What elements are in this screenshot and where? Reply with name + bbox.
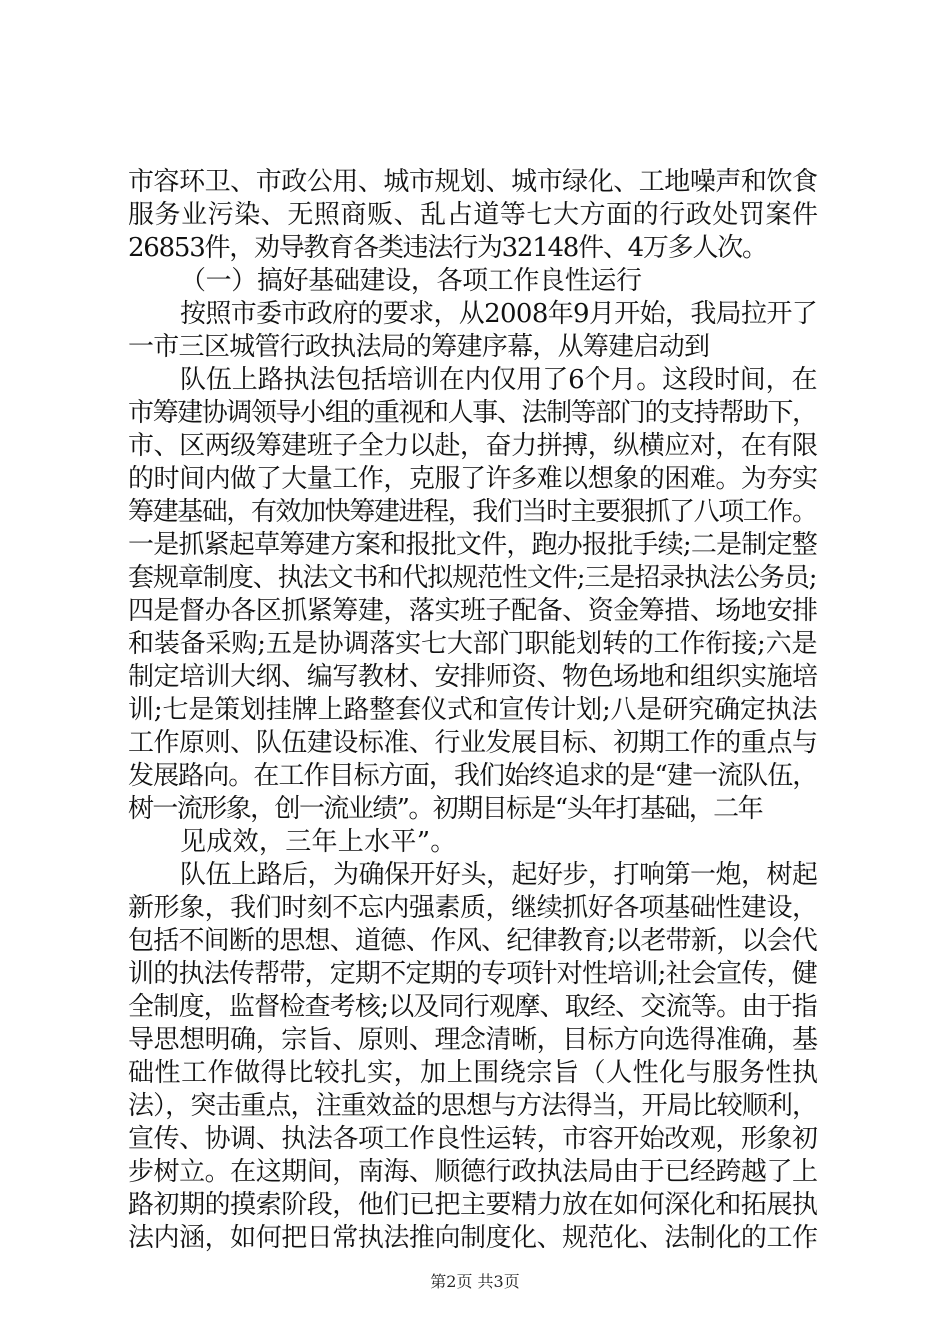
text-line: 一是抓紧起草筹建方案和报批文件，跑办报批手续;二是制定整	[128, 530, 817, 560]
text-line: 筹建基础，有效加快筹建进程，我们当时主要狠抓了八项工作。	[128, 497, 817, 527]
text-line: 训的执法传帮带，定期不定期的专项针对性培训;社会宣传，健	[128, 959, 817, 989]
text-line: 法内涵，如何把日常执法推向制度化、规范化、法制化的工作	[128, 1223, 818, 1253]
page-footer: 第2页 共3页	[430, 1272, 520, 1291]
text-line: 路初期的摸索阶段，他们已把主要精力放在如何深化和拓展执	[128, 1190, 818, 1220]
text-line: 树一流形象，创一流业绩”。初期目标是“头年打基础，二年	[128, 794, 763, 824]
text-line: 服务业污染、无照商贩、乱占道等七大方面的行政处罚案件	[128, 200, 819, 230]
text-line: （一）搞好基础建设，各项工作良性运行	[180, 266, 642, 296]
text-line: 市筹建协调领导小组的重视和人事、法制等部门的支持帮助下，	[128, 398, 817, 428]
text-line: 市容环卫、市政公用、城市规划、城市绿化、工地噪声和饮食	[128, 167, 818, 197]
text-line: 四是督办各区抓紧筹建，落实班子配备、资金筹措、场地安排	[128, 596, 818, 626]
text-line: 26853件，劝导教育各类违法行为32148件、4万多人次。	[128, 233, 767, 263]
text-line: 一市三区城管行政执法局的筹建序幕，从筹建启动到	[128, 332, 710, 362]
text-line: 法），突击重点，注重效益的思想与方法得当，开局比较顺利，	[128, 1091, 818, 1121]
text-line: 见成效，三年上水平”。	[180, 827, 457, 857]
text-line: 队伍上路执法包括培训在内仅用了6个月。这段时间，在	[180, 365, 818, 395]
text-line: 制定培训大纲、编写教材、安排师资、物色场地和组织实施培	[128, 662, 818, 692]
text-line: 工作原则、队伍建设标准、行业发展目标、初期工作的重点与	[128, 728, 818, 758]
text-line: 全制度，监督检查考核;以及同行观摩、取经、交流等。由于指	[128, 992, 817, 1022]
text-line: 队伍上路后，为确保开好头，起好步，打响第一炮，树起	[180, 860, 818, 890]
text-line: 市、区两级筹建班子全力以赴，奋力拼搏，纵横应对，在有限	[128, 431, 818, 461]
text-line: 新形象，我们时刻不忘内强素质，继续抓好各项基础性建设，	[128, 893, 818, 923]
text-line: 导思想明确，宗旨、原则、理念清晰，目标方向选得准确，基	[128, 1025, 818, 1055]
text-line: 步树立。在这期间，南海、顺德行政执法局由于已经跨越了上	[128, 1157, 818, 1187]
text-line: 发展路向。在工作目标方面，我们始终追求的是“建一流队伍，	[128, 761, 818, 791]
text-line: 包括不间断的思想、道德、作风、纪律教育;以老带新，以会代	[128, 926, 817, 956]
text-line: 套规章制度、执法文书和代拟规范性文件;三是招录执法公务员;	[128, 563, 817, 593]
text-line: 按照市委市政府的要求，从2008年9月开始，我局拉开了	[180, 299, 818, 329]
text-line: 础性工作做得比较扎实，加上围绕宗旨（人性化与服务性执	[128, 1058, 819, 1088]
text-line: 宣传、协调、执法各项工作良性运转，市容开始改观，形象初	[128, 1124, 818, 1154]
text-line: 和装备采购;五是协调落实七大部门职能划转的工作衔接;六是	[128, 629, 818, 659]
text-line: 训;七是策划挂牌上路整套仪式和宣传计划;八是研究确定执法	[128, 695, 818, 725]
text-line: 的时间内做了大量工作，克服了许多难以想象的困难。为夯实	[128, 464, 818, 494]
